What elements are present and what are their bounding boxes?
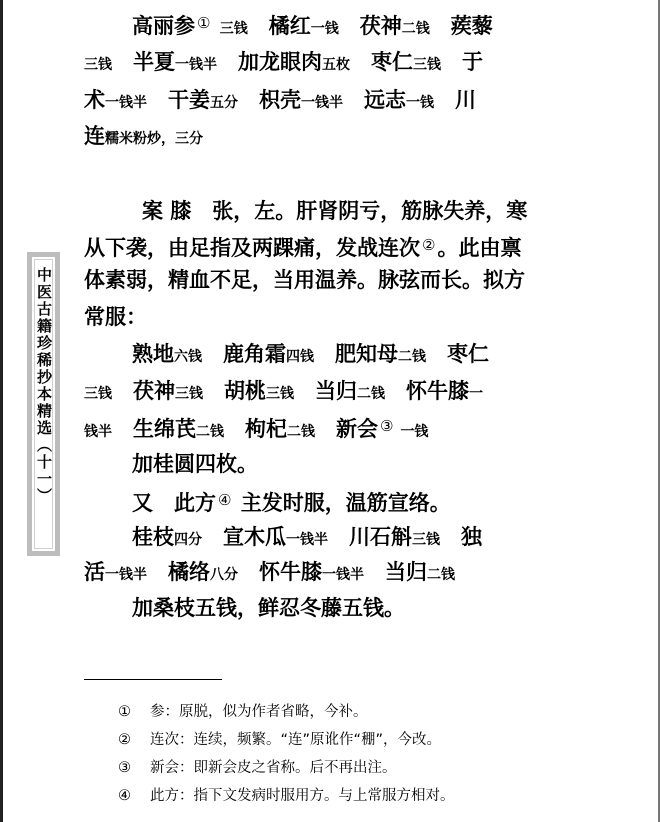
footnote-4 xyxy=(118,785,455,807)
dosage-text: 钱半 xyxy=(84,424,112,440)
dosage-text: 一钱 xyxy=(395,424,429,440)
main-text-span: 鹿角霜 xyxy=(202,342,286,366)
dosage-text: 糯米粉炒，三分 xyxy=(105,131,203,147)
footnote-text: 参：原脱，似为作者省略，今补。 xyxy=(150,704,368,720)
main-text-span: 宣木瓜 xyxy=(202,525,286,549)
main-text-span: 生绵芪 xyxy=(112,417,196,441)
text-line xyxy=(132,449,258,479)
dosage-text: 三钱 xyxy=(219,21,248,37)
main-text-span: 又 此方 xyxy=(132,491,216,515)
main-text-span: 茯神 xyxy=(112,379,175,403)
dosage-text: 三钱 xyxy=(84,386,112,402)
main-text-span: 独 xyxy=(440,525,482,549)
main-text-span: 远志 xyxy=(343,88,406,112)
dosage-text: 四钱 xyxy=(286,349,314,365)
dosage-text: 二钱 xyxy=(196,424,224,440)
text-line xyxy=(84,265,525,295)
main-text-span: 胡桃 xyxy=(203,379,266,403)
dosage-text: 二钱 xyxy=(401,21,430,37)
main-text-span: 于 xyxy=(441,50,483,74)
footnote-text: 新会：即新会皮之省称。后不再出注。 xyxy=(150,760,397,776)
dosage-text: 八分 xyxy=(210,567,238,583)
dosage-text: 一钱半 xyxy=(322,567,364,583)
dosage-text: 一钱 xyxy=(406,95,434,111)
dosage-text: 一钱半 xyxy=(286,532,328,548)
text-line xyxy=(84,557,455,590)
main-text-span: 茯神 xyxy=(338,14,402,38)
main-text-span: 常服： xyxy=(84,305,147,329)
footnote-number: ① xyxy=(118,704,131,720)
main-text-span: 半夏 xyxy=(112,50,175,74)
dosage-text: 二钱 xyxy=(287,424,315,440)
dosage-text: 六钱 xyxy=(174,349,202,365)
main-text-span xyxy=(212,14,219,38)
text-line xyxy=(84,121,203,154)
text-line xyxy=(84,411,428,447)
main-text-span: 桂枝 xyxy=(132,525,174,549)
footnote-marker: ② xyxy=(422,236,436,254)
footnote-3 xyxy=(118,757,397,779)
dosage-text: 五枚 xyxy=(322,57,350,73)
dosage-text: 三钱 xyxy=(413,57,441,73)
footnote-number: ④ xyxy=(118,788,131,804)
main-text-span: 蒺藜 xyxy=(429,14,493,38)
main-text-span: 枳壳 xyxy=(238,88,301,112)
main-text-span: 当归 xyxy=(364,560,427,584)
dosage-text: 一钱半 xyxy=(105,567,147,583)
footnote-text: 连次：连续，频繁。“连”原讹作“稝”，今改。 xyxy=(150,732,442,748)
main-text-span: 连 xyxy=(84,124,105,148)
dosage-text: 一钱半 xyxy=(301,95,343,111)
footnote-text: 此方：指下文发病时服用方。与上常服方相对。 xyxy=(150,788,455,804)
text-line xyxy=(84,230,521,263)
footnote-2 xyxy=(118,729,441,751)
main-text-span: 活 xyxy=(84,560,105,584)
main-text-span: 新会 xyxy=(315,417,378,441)
main-text-span: 高丽参 xyxy=(132,14,195,38)
main-text-span: 怀牛膝 xyxy=(238,560,322,584)
footnote-number: ② xyxy=(118,732,131,748)
dosage-text: 一钱半 xyxy=(105,95,147,111)
main-text-span: 枣仁 xyxy=(350,50,413,74)
main-text-span: 枣仁 xyxy=(426,342,489,366)
footnote-marker: ④ xyxy=(218,491,232,509)
text-line xyxy=(132,485,451,518)
main-text-span: 主发时服，温筋宣络。 xyxy=(233,491,451,515)
main-text-span: 加龙眼肉 xyxy=(217,50,322,74)
dosage-text: 三钱 xyxy=(175,386,203,402)
text-line xyxy=(132,339,489,372)
footnote-number: ③ xyxy=(118,760,131,776)
main-text-span: 怀牛膝 xyxy=(385,379,469,403)
main-text-span: 橘络 xyxy=(147,560,210,584)
dosage-text: 五分 xyxy=(210,95,238,111)
dosage-text: 一 xyxy=(469,386,483,402)
text-line xyxy=(142,196,527,226)
side-tab xyxy=(27,252,60,556)
main-text-span: 从下袭，由足指及两踝痛，发战连次 xyxy=(84,236,420,260)
footnote-marker: ① xyxy=(197,14,211,32)
dosage-text: 一钱半 xyxy=(175,57,217,73)
text-line xyxy=(132,593,405,623)
text-line xyxy=(132,8,493,44)
main-text-span: 当归 xyxy=(294,379,357,403)
dosage-text: 二钱 xyxy=(398,349,426,365)
main-text-span: 干姜 xyxy=(147,88,210,112)
main-text-span: 案 膝 xyxy=(142,199,192,223)
text-line xyxy=(84,47,483,80)
dosage-text: 三钱 xyxy=(412,532,440,548)
dosage-text: 一钱 xyxy=(310,21,339,37)
main-text-span: 肥知母 xyxy=(314,342,398,366)
text-line xyxy=(84,302,147,332)
side-tab-title: 中医古籍珍稀抄本精选（十一） xyxy=(35,267,53,505)
main-text-span: 体素弱，精血不足，当用温养。脉弦而长。拟方 xyxy=(84,268,525,292)
main-text-span: 术 xyxy=(84,88,105,112)
main-text-span: 川石斛 xyxy=(328,525,412,549)
main-text-span: 张，左。肝肾阴亏，筋脉失养，寒 xyxy=(191,199,528,223)
left-border-rule xyxy=(0,0,3,822)
main-text-span: 加桑枝五钱，鲜忍冬藤五钱。 xyxy=(132,596,405,620)
text-line xyxy=(84,376,483,409)
dosage-text: 三钱 xyxy=(266,386,294,402)
text-line xyxy=(84,85,476,118)
text-line xyxy=(132,522,482,555)
main-text-span: 橘红 xyxy=(247,14,311,38)
dosage-text: 四分 xyxy=(174,532,202,548)
footnote-1 xyxy=(118,701,368,723)
dosage-text: 二钱 xyxy=(427,567,455,583)
main-text-span: 枸杞 xyxy=(224,417,287,441)
dosage-text: 二钱 xyxy=(357,386,385,402)
main-text-span: 。此由禀 xyxy=(437,236,522,260)
dosage-text: 三钱 xyxy=(84,57,112,73)
main-text-span: 川 xyxy=(434,88,476,112)
footnote-marker: ③ xyxy=(380,417,394,435)
main-text-span: 加桂圆四枚。 xyxy=(132,452,258,476)
footnote-separator xyxy=(84,679,222,680)
main-text-span: 熟地 xyxy=(132,342,174,366)
